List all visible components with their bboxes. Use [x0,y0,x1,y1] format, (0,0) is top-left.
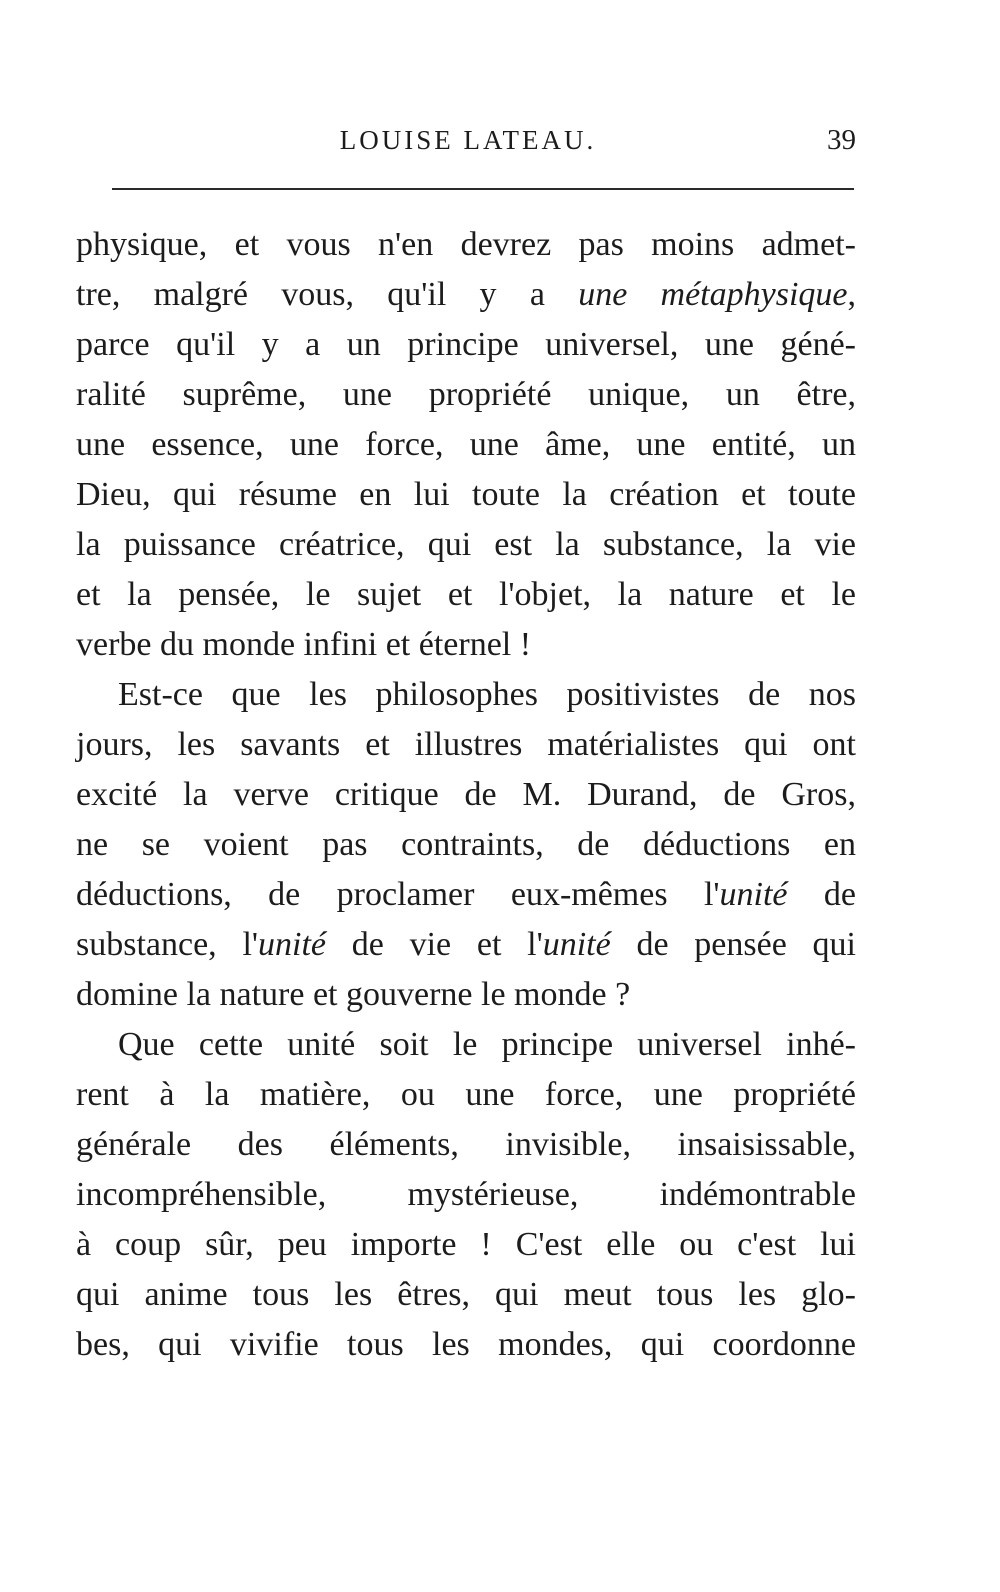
text-run: et la pensée, le sujet et l'objet, la nature et le [76,576,856,613]
text-run: , [847,276,856,313]
text-run: à coup sûr, peu importe ! C'est elle ou c'est lui [76,1226,856,1263]
text-run: déductions, de proclamer eux-mêmes [76,876,704,913]
text-line [76,870,856,920]
italic-text: unité [258,926,326,963]
text-run: ne se voient pas contraints, de déductions en [76,826,856,863]
italic-text: une métaphysique [578,276,848,313]
text-line [76,270,856,320]
text-run: physique, et vous n'en devrez pas moins admet- [76,226,856,263]
text-run: de pensée qui [610,926,856,963]
page-number: 39 [827,124,856,156]
text-line [76,1320,856,1370]
text-run: Que cette unité soit le principe universel inhé- [118,1026,856,1063]
text-run: parce qu'il y a un principe universel, une géné- [76,326,856,363]
paragraph [76,1020,856,1370]
text-run: Dieu, qui résume en lui toute la création et toute [76,476,856,513]
text-line [76,920,856,970]
text-run: de [787,876,856,913]
text-line [76,1020,856,1070]
text-line [76,1270,856,1320]
paragraph [76,670,856,1020]
text-run: excité la verve critique de M. Durand, de Gros, [76,776,856,813]
text-line [76,370,856,420]
text-run: l' [703,876,720,913]
header-rule [112,188,854,190]
text-line [76,770,856,820]
text-run: générale des éléments, invisible, insaisissable, [76,1126,856,1163]
text-line [76,820,856,870]
text-line [76,220,856,270]
text-run: une essence, une force, une âme, une entité, un [76,426,856,463]
text-run: incompréhensible, mystérieuse, indémontrable [76,1176,856,1213]
paragraph [76,220,856,670]
italic-text: unité [719,876,788,913]
text-line [76,1120,856,1170]
text-line [76,720,856,770]
text-line [76,320,856,370]
text-run: l' [527,926,543,963]
running-head [80,120,856,160]
text-run: bes, qui vivifie tous les mondes, qui coordonne [76,1326,856,1363]
text-run: qui anime tous les êtres, qui meut tous les glo- [76,1276,856,1313]
text-line [76,1070,856,1120]
text-line [76,520,856,570]
text-run: la puissance créatrice, qui est la substance, la vie [76,526,856,563]
text-line [76,670,856,720]
text-line [76,1170,856,1220]
text-run: domine la nature et gouverne le monde ? [76,976,631,1013]
text-run: ralité suprême, une propriété unique, un être, [76,376,856,413]
italic-text: unité [542,926,611,963]
running-title: LOUISE LATEAU. [339,125,597,155]
text-line [76,1220,856,1270]
text-run: jours, les savants et illustres matérialistes qui ont [76,726,856,763]
text-line [76,970,856,1020]
text-run: l' [242,926,259,963]
text-line [76,470,856,520]
text-run: de vie et [326,926,528,963]
text-line [76,420,856,470]
text-line [76,570,856,620]
text-run: verbe du monde infini et éternel ! [76,626,532,663]
text-run: substance, [76,926,243,963]
text-line [76,620,856,670]
text-run: rent à la matière, ou une force, une propriété [76,1076,856,1113]
body-text [76,220,856,1370]
text-run: Est-ce que les philosophes positivistes de nos [118,676,856,713]
text-run: tre, malgré vous, qu'il y a [76,276,579,313]
